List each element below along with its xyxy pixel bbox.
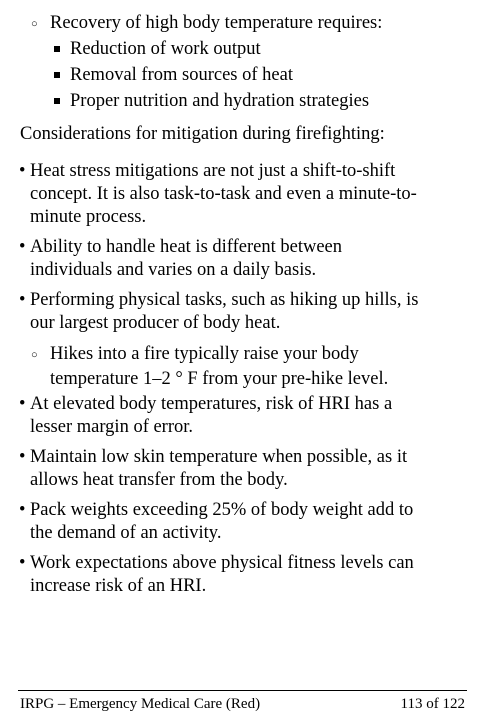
- bullet-5-line-2: allows heat transfer from the body.: [30, 470, 288, 490]
- bullet-icon: •: [19, 394, 26, 414]
- bullet-7-line-1: Work expectations above physical fitness levels can: [30, 553, 414, 573]
- square-bullet-icon: [54, 72, 60, 78]
- square-bullet-icon: [54, 46, 60, 52]
- bullet-1-line-1: Heat stress mitigations are not just a shift-to-shift: [30, 161, 396, 181]
- footer-divider: [18, 690, 467, 691]
- sub-item-2: Removal from sources of heat: [70, 65, 293, 85]
- bullet-icon: •: [19, 447, 26, 467]
- bullet-4-line-2: lesser margin of error.: [30, 417, 194, 437]
- bullet-1-line-2: concept. It is also task-to-task and even a minute-to-: [30, 184, 417, 204]
- sub-item-3: Proper nutrition and hydration strategies: [70, 91, 370, 111]
- bullet-icon: •: [19, 290, 26, 310]
- recovery-line: Recovery of high body temperature requires:: [50, 13, 383, 33]
- sub-item-1: Reduction of work output: [70, 39, 261, 59]
- bullet-3-line-1: Performing physical tasks, such as hiking up hills, is: [30, 290, 419, 310]
- footer-section-title: IRPG – Emergency Medical Care (Red): [20, 696, 261, 712]
- bullet-3-line-2: our largest producer of body heat.: [30, 313, 281, 333]
- bullet-2-line-2: individuals and varies on a daily basis.: [30, 260, 317, 280]
- bullet-5-line-1: Maintain low skin temperature when possible, as it: [30, 447, 408, 467]
- square-bullet-icon: [54, 98, 60, 104]
- bullet-4-line-1: At elevated body temperatures, risk of HRI has a: [30, 394, 393, 414]
- bullet-3-sub-line-1: Hikes into a fire typically raise your body: [50, 344, 359, 364]
- bullet-icon: •: [19, 237, 26, 257]
- bullet-6-line-2: the demand of an activity.: [30, 523, 222, 543]
- circle-bullet-icon: ○: [31, 349, 38, 361]
- footer-page-number: 113 of 122: [400, 696, 465, 712]
- bullet-3-sub-line-2: temperature 1–2 ° F from your pre-hike level.: [50, 369, 389, 389]
- bullet-1-line-3: minute process.: [30, 207, 147, 227]
- bullet-6-line-1: Pack weights exceeding 25% of body weight add to: [30, 500, 414, 520]
- circle-bullet-icon: ○: [31, 18, 38, 30]
- bullet-2-line-1: Ability to handle heat is different between: [30, 237, 343, 257]
- bullet-icon: •: [19, 500, 26, 520]
- bullet-7-line-2: increase risk of an HRI.: [30, 576, 207, 596]
- bullet-icon: •: [19, 161, 26, 181]
- considerations-heading: Considerations for mitigation during firefighting:: [20, 124, 385, 144]
- bullet-icon: •: [19, 553, 26, 573]
